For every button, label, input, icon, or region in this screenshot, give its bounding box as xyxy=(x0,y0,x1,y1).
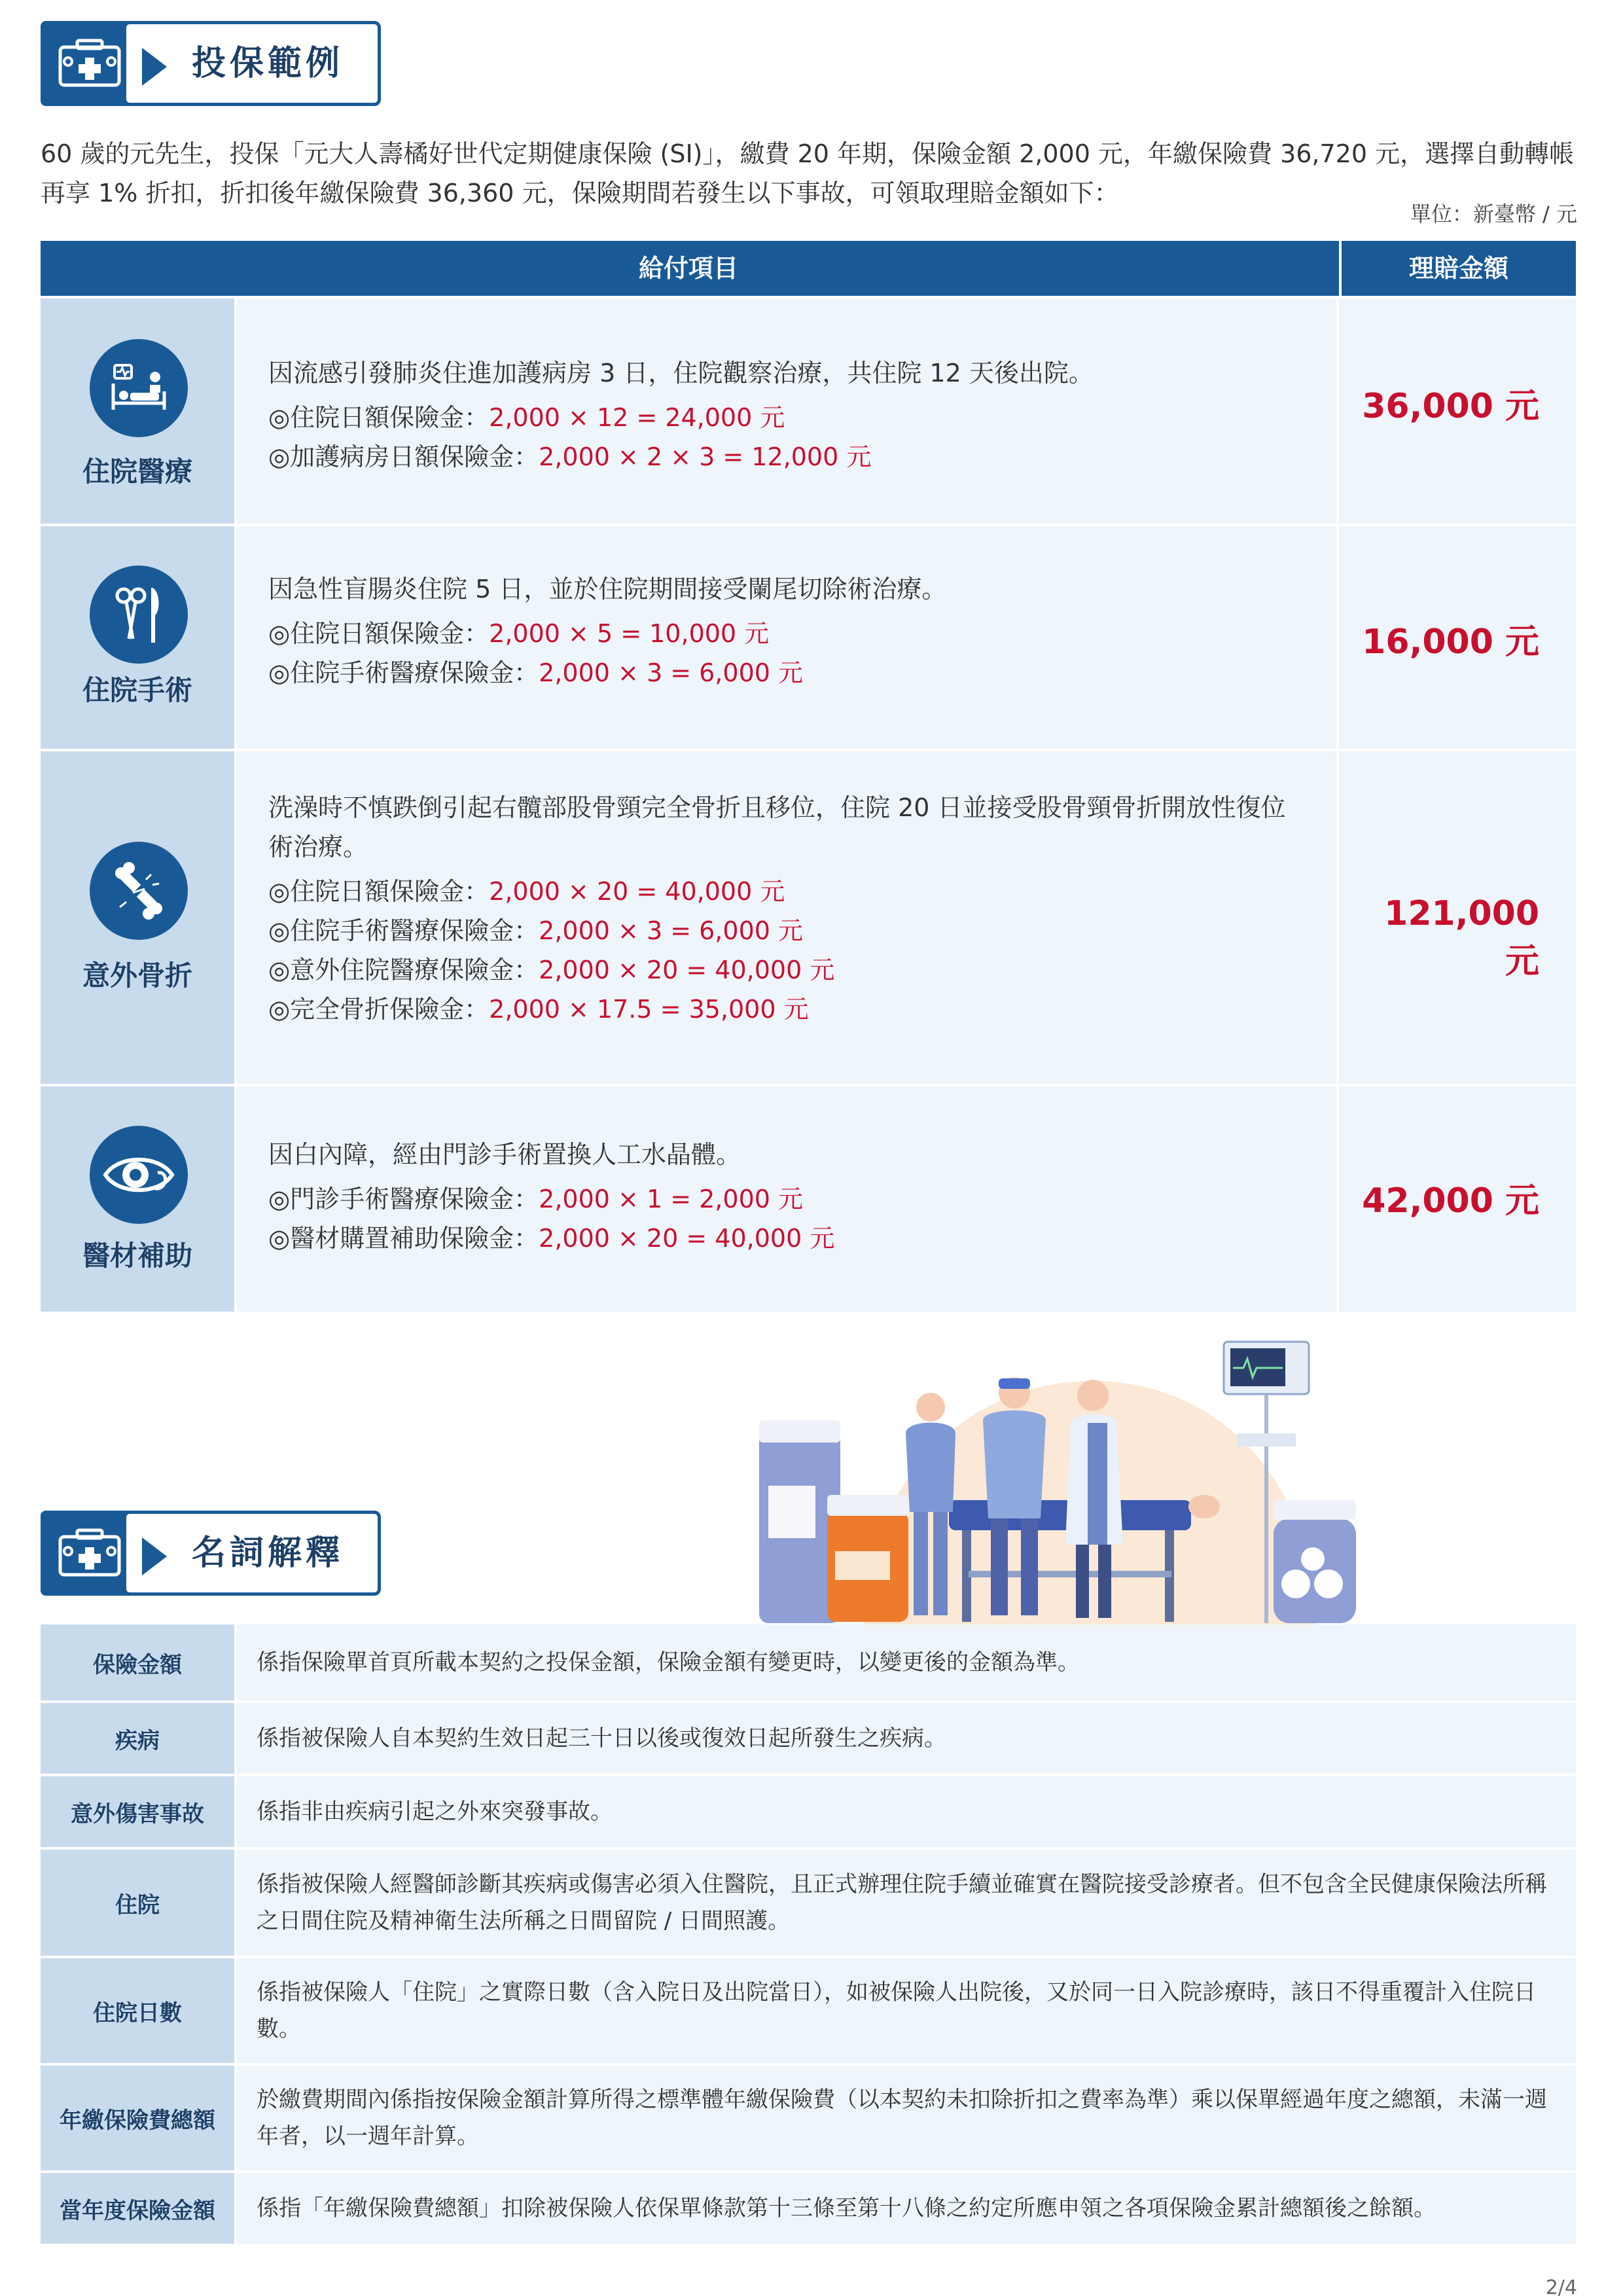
glossary-row xyxy=(41,1847,1576,1956)
claim-description xyxy=(268,353,1315,476)
benefit-formula: 2,000 × 20 = 40,000 元 xyxy=(539,1224,835,1253)
benefit-formula: 2,000 × 20 = 40,000 元 xyxy=(489,877,785,906)
header-amount: 理賠金額 xyxy=(1339,241,1576,296)
glossary-definition: 係指保險單首頁所載本契約之投保金額，保險金額有變更時，以變更後的金額為準。 xyxy=(237,1624,1576,1700)
benefit-item xyxy=(268,653,1315,692)
header-item: 給付項目 xyxy=(638,254,738,283)
benefit-item xyxy=(268,398,1315,437)
benefit-item xyxy=(268,990,1315,1029)
claim-description xyxy=(268,569,1315,692)
table-header xyxy=(41,241,1576,296)
glossary-term: 住院日數 xyxy=(41,1958,234,2063)
benefit-formula: 2,000 × 3 = 6,000 元 xyxy=(539,916,803,945)
benefit-label: ◎意外住院醫療保險金： xyxy=(268,956,539,984)
glossary-row xyxy=(41,2170,1576,2244)
benefit-formula: 2,000 × 3 = 6,000 元 xyxy=(539,658,803,687)
section-header-examples xyxy=(41,21,381,106)
arrow-icon xyxy=(142,48,167,86)
benefit-label: ◎住院日額保險金： xyxy=(268,619,490,648)
section-title: 投保範例 xyxy=(192,44,344,83)
glossary-term: 當年度保險金額 xyxy=(41,2173,234,2244)
glossary-definition: 係指被保險人「住院」之實際日數（含入院日及出院當日），如被保險人出院後，又於同一日入院診療時，該日不得重覆計入住院日數。 xyxy=(237,1958,1576,2063)
glossary-term: 意外傷害事故 xyxy=(41,1776,234,1847)
glossary-row xyxy=(41,2063,1576,2170)
description-line: 因流感引發肺炎住進加護病房 3 日，住院觀察治療，共住院 12 天後出院。 xyxy=(268,359,1094,387)
description-line: 術治療。 xyxy=(268,833,368,861)
section-header-glossary xyxy=(41,1511,381,1596)
benefit-label: ◎門診手術醫療保險金： xyxy=(268,1185,539,1213)
benefit-item xyxy=(268,950,1315,990)
eye-icon xyxy=(90,1126,188,1224)
benefit-item xyxy=(268,1219,1315,1258)
description-line: 因白內障，經由門診手術置換人工水晶體。 xyxy=(268,1140,741,1169)
benefit-label: ◎加護病房日額保險金： xyxy=(268,442,539,471)
glossary-term: 疾病 xyxy=(41,1703,234,1774)
glossary-term: 保險金額 xyxy=(41,1624,234,1700)
benefit-label: ◎醫材購置補助保險金： xyxy=(268,1224,539,1253)
benefit-label: ◎住院手術醫療保險金： xyxy=(268,916,539,945)
glossary-term: 年繳保險費總額 xyxy=(41,2066,234,2170)
benefit-item xyxy=(268,872,1315,911)
section-title: 名詞解釋 xyxy=(192,1534,344,1573)
benefit-formula: 2,000 × 20 = 40,000 元 xyxy=(539,956,835,984)
page-number: 2/4 xyxy=(1545,2276,1577,2296)
intro-line: 60 歲的元先生，投保「元大人壽橘好世代定期健康保險 (SI)」，繳費 20 年期，保險金額 2,000 元，年繳保險費 36,720 元，選擇自動轉帳 xyxy=(41,139,1575,168)
glossary-row xyxy=(41,1774,1576,1847)
benefit-formula: 2,000 × 1 = 2,000 元 xyxy=(539,1185,803,1213)
hospital-bed-icon xyxy=(90,339,188,437)
glossary-definition: 係指「年繳保險費總額」扣除被保險人依保單條款第十三條至第十八條之約定所應申領之各項保險金累計總額後之餘額。 xyxy=(237,2173,1576,2244)
table-row xyxy=(41,296,1576,524)
claim-description xyxy=(268,788,1315,1029)
benefit-item xyxy=(268,1179,1315,1219)
unit-note: 單位：新臺幣 / 元 xyxy=(1410,202,1577,226)
benefit-label: ◎住院日額保險金： xyxy=(268,877,490,906)
glossary-row xyxy=(41,1700,1576,1774)
benefit-formula: 2,000 × 17.5 = 35,000 元 xyxy=(489,995,809,1024)
glossary-definition: 係指非由疾病引起之外來突發事故。 xyxy=(237,1776,1576,1847)
table-row xyxy=(41,524,1576,749)
description-line: 洗澡時不慎跌倒引起右髖部股骨頸完全骨折且移位，住院 20 日並接受股骨頸骨折開放性復位 xyxy=(268,793,1286,822)
benefit-label: ◎住院手術醫療保險金： xyxy=(268,658,539,687)
surgery-illustration xyxy=(753,1335,1361,1630)
glossary-term: 住院 xyxy=(41,1850,234,1956)
claim-amount: 16,000 元 xyxy=(1362,622,1539,662)
category-name: 意外骨折 xyxy=(82,960,192,992)
benefit-label: ◎住院日額保險金： xyxy=(268,403,490,432)
claim-table xyxy=(41,241,1576,1312)
glossary-table xyxy=(41,1624,1576,2244)
intro-line: 再享 1% 折扣，折扣後年繳保險費 36,360 元，保險期間若發生以下事故，可領取理賠金額如下： xyxy=(41,179,1119,207)
category-name: 住院手術 xyxy=(82,674,192,706)
surgical-tools-icon xyxy=(90,565,188,664)
intro-paragraph xyxy=(41,134,1585,213)
claim-amount: 42,000 元 xyxy=(1362,1181,1539,1221)
benefit-label: ◎完全骨折保險金： xyxy=(268,995,490,1024)
claim-amount: 121,000 元 xyxy=(1384,894,1539,981)
claim-amount: 36,000 元 xyxy=(1362,387,1539,426)
table-row xyxy=(41,1084,1576,1312)
claim-description xyxy=(268,1135,1315,1258)
glossary-definition: 於繳費期間內係指按保險金額計算所得之標準體年繳保險費（以本契約未扣除折扣之費率為準）乘以保單經過年度之總額，未滿一週年者，以一週年計算。 xyxy=(237,2066,1576,2170)
benefit-formula: 2,000 × 12 = 24,000 元 xyxy=(489,403,785,432)
glossary-row xyxy=(41,1956,1576,2063)
category-name: 住院醫療 xyxy=(82,456,192,488)
benefit-formula: 2,000 × 2 × 3 = 12,000 元 xyxy=(539,442,872,471)
benefit-formula: 2,000 × 5 = 10,000 元 xyxy=(489,619,770,648)
glossary-definition: 係指被保險人經醫師診斷其疾病或傷害必須入住醫院，且正式辦理住院手續並確實在醫院接受診療者。但不包含全民健康保險法所稱之日間住院及精神衛生法所稱之日間留院 / 日間照護。 xyxy=(237,1850,1576,1956)
table-row xyxy=(41,749,1576,1084)
benefit-item xyxy=(268,437,1315,476)
broken-bone-icon xyxy=(90,842,188,940)
category-name: 醫材補助 xyxy=(82,1240,192,1272)
glossary-definition: 係指被保險人自本契約生效日起三十日以後或復效日起所發生之疾病。 xyxy=(237,1703,1576,1774)
glossary-row xyxy=(41,1624,1576,1700)
description-line: 因急性盲腸炎住院 5 日，並於住院期間接受闌尾切除術治療。 xyxy=(268,575,947,603)
benefit-item xyxy=(268,614,1315,653)
arrow-icon xyxy=(142,1537,167,1575)
benefit-item xyxy=(268,911,1315,950)
